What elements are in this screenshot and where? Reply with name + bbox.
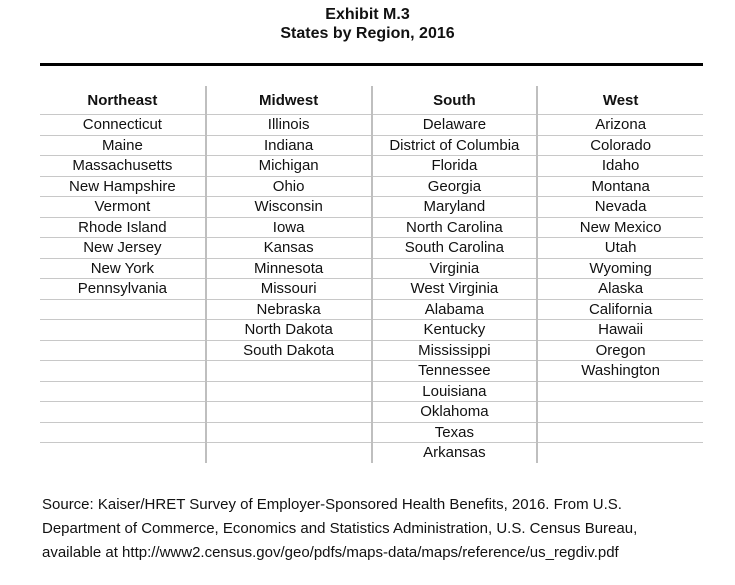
table-cell-northeast: Vermont xyxy=(40,197,206,218)
table-cell-south: Florida xyxy=(372,156,538,177)
table-cell-midwest: Illinois xyxy=(206,115,372,136)
table-cell-midwest xyxy=(206,361,372,382)
table-row xyxy=(40,279,703,300)
table-cell-west: Arizona xyxy=(537,115,703,136)
table-cell-northeast xyxy=(40,299,206,320)
table-row xyxy=(40,320,703,341)
table-cell-south: Mississippi xyxy=(372,340,538,361)
table-row xyxy=(40,299,703,320)
table-cell-west: California xyxy=(537,299,703,320)
table-cell-midwest: Michigan xyxy=(206,156,372,177)
table-cell-south: District of Columbia xyxy=(372,135,538,156)
column-header-midwest: Midwest xyxy=(206,86,372,115)
table-cell-south: Delaware xyxy=(372,115,538,136)
table-cell-midwest: Indiana xyxy=(206,135,372,156)
table-cell-northeast xyxy=(40,361,206,382)
column-header-west: West xyxy=(537,86,703,115)
table-cell-south: West Virginia xyxy=(372,279,538,300)
column-header-south: South xyxy=(372,86,538,115)
table-cell-west xyxy=(537,402,703,423)
table-cell-west: Nevada xyxy=(537,197,703,218)
table-cell-south: North Carolina xyxy=(372,217,538,238)
table-cell-northeast xyxy=(40,443,206,463)
table-row xyxy=(40,156,703,177)
table-cell-west: New Mexico xyxy=(537,217,703,238)
table-row xyxy=(40,176,703,197)
table-cell-midwest: Kansas xyxy=(206,238,372,259)
table-header-row xyxy=(40,86,703,115)
table-row xyxy=(40,443,703,463)
table-cell-northeast: Massachusetts xyxy=(40,156,206,177)
table-row xyxy=(40,258,703,279)
table-cell-south: Tennessee xyxy=(372,361,538,382)
table-cell-midwest: Nebraska xyxy=(206,299,372,320)
table-cell-south: Virginia xyxy=(372,258,538,279)
table-cell-northeast xyxy=(40,340,206,361)
table-cell-midwest: Missouri xyxy=(206,279,372,300)
table-cell-west xyxy=(537,381,703,402)
table-cell-south: Alabama xyxy=(372,299,538,320)
table-cell-south: Georgia xyxy=(372,176,538,197)
table-body xyxy=(40,115,703,463)
table-cell-northeast xyxy=(40,422,206,443)
table-cell-south: South Carolina xyxy=(372,238,538,259)
table-cell-northeast: Connecticut xyxy=(40,115,206,136)
table-cell-midwest: Minnesota xyxy=(206,258,372,279)
table-cell-northeast: Rhode Island xyxy=(40,217,206,238)
source-line: Source: Kaiser/HRET Survey of Employer-Sponsored Health Benefits, 2016. From U.S. xyxy=(42,496,622,513)
table-cell-midwest: Iowa xyxy=(206,217,372,238)
table-cell-midwest xyxy=(206,381,372,402)
table-cell-south: Maryland xyxy=(372,197,538,218)
table-row xyxy=(40,361,703,382)
table-cell-south: Arkansas xyxy=(372,443,538,463)
table-cell-west: Oregon xyxy=(537,340,703,361)
table-row xyxy=(40,135,703,156)
table-cell-west: Wyoming xyxy=(537,258,703,279)
states-by-region-table xyxy=(40,86,703,463)
table-cell-northeast xyxy=(40,320,206,341)
table-cell-west: Utah xyxy=(537,238,703,259)
table-row xyxy=(40,340,703,361)
table-cell-west xyxy=(537,422,703,443)
column-header-northeast: Northeast xyxy=(87,91,158,109)
table-cell-midwest: South Dakota xyxy=(206,340,372,361)
table-cell-midwest xyxy=(206,402,372,423)
table-cell-midwest xyxy=(206,422,372,443)
table-cell-west: Hawaii xyxy=(537,320,703,341)
table-cell-west: Montana xyxy=(537,176,703,197)
table-cell-northeast xyxy=(40,402,206,423)
table-cell-northeast: Pennsylvania xyxy=(40,279,206,300)
table-cell-south: Oklahoma xyxy=(372,402,538,423)
table-cell-northeast xyxy=(40,381,206,402)
exhibit-subtitle: States by Region, 2016 xyxy=(280,25,455,42)
table-cell-midwest xyxy=(206,443,372,463)
table-row xyxy=(40,197,703,218)
source-note xyxy=(42,493,712,565)
table-cell-west: Idaho xyxy=(537,156,703,177)
table-cell-west: Washington xyxy=(537,361,703,382)
table-cell-northeast: New Jersey xyxy=(40,238,206,259)
table-cell-west xyxy=(537,443,703,463)
table-cell-northeast: Maine xyxy=(40,135,206,156)
table-cell-northeast: New York xyxy=(40,258,206,279)
table-cell-midwest: Wisconsin xyxy=(206,197,372,218)
table-cell-west: Colorado xyxy=(537,135,703,156)
table-row xyxy=(40,381,703,402)
table-cell-south: Louisiana xyxy=(372,381,538,402)
table-cell-northeast: New Hampshire xyxy=(40,176,206,197)
exhibit-title: Exhibit M.3 xyxy=(325,6,410,23)
table-cell-south: Texas xyxy=(372,422,538,443)
table-row xyxy=(40,217,703,238)
table-cell-south: Kentucky xyxy=(372,320,538,341)
source-line: available at http://www2.census.gov/geo/pdfs/maps-data/maps/reference/us_regdiv.pdf xyxy=(42,544,619,561)
title-rule xyxy=(40,63,703,66)
table-cell-midwest: North Dakota xyxy=(206,320,372,341)
table-row xyxy=(40,402,703,423)
table-row xyxy=(40,238,703,259)
table-row xyxy=(40,422,703,443)
table-cell-midwest: Ohio xyxy=(206,176,372,197)
table-row xyxy=(40,115,703,136)
table-cell-west: Alaska xyxy=(537,279,703,300)
source-line: Department of Commerce, Economics and Statistics Administration, U.S. Census Bureau, xyxy=(42,520,638,537)
